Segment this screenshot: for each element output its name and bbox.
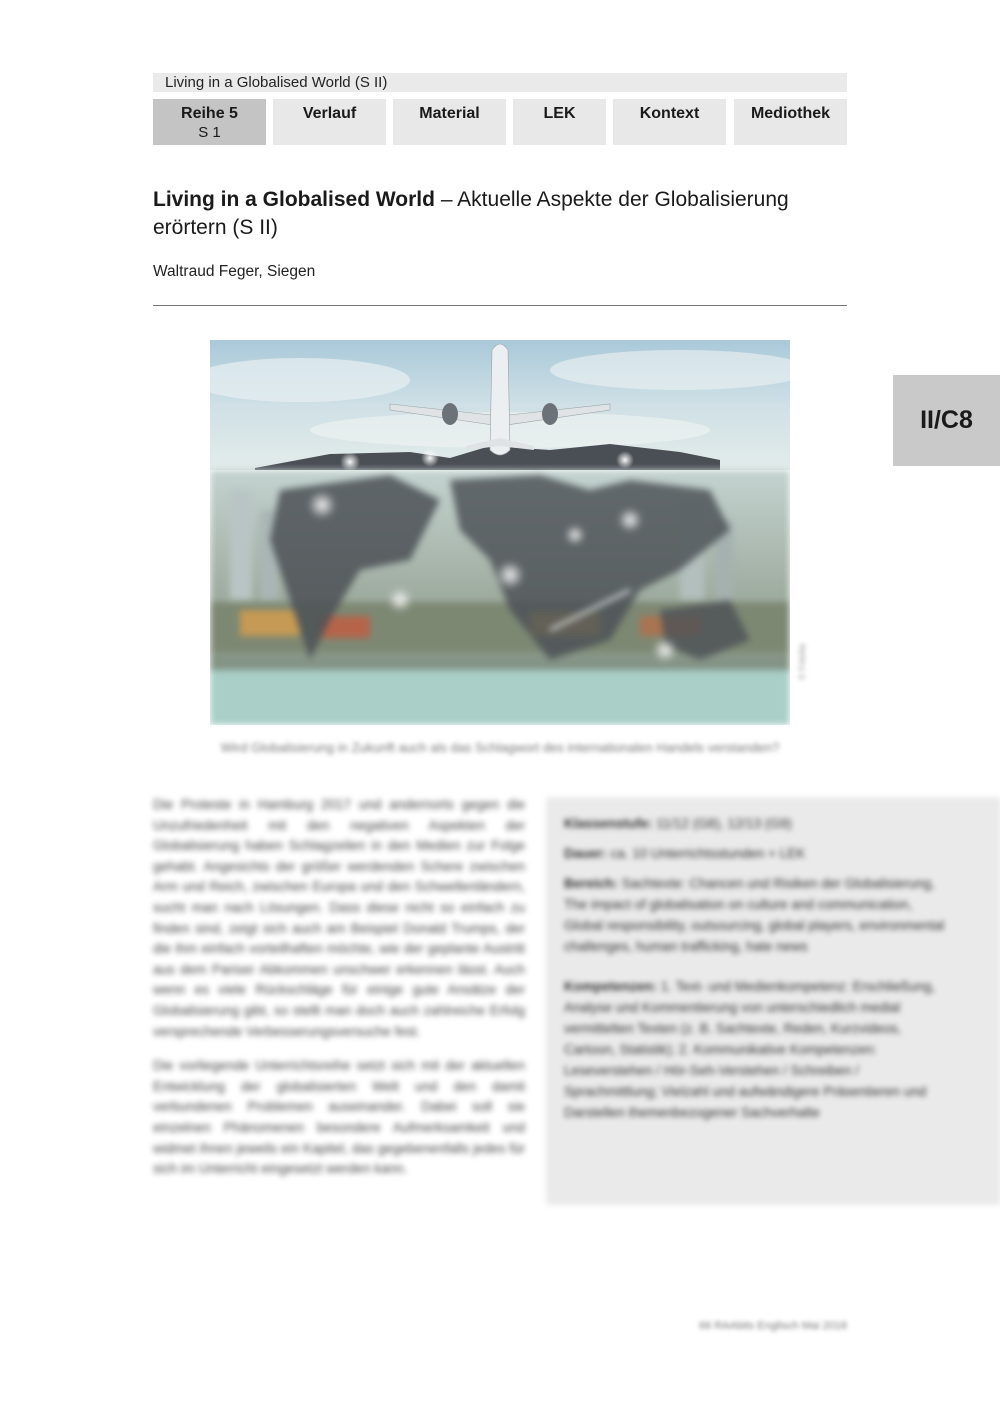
tab-verlauf[interactable] — [273, 99, 386, 145]
tab-kontext-label: Kontext — [639, 105, 700, 122]
divider — [153, 305, 847, 306]
chapter-side-tab: II/C8 — [893, 375, 1000, 466]
info-competences: Kompetenzen: 1. Text- und Medienkompetenz: Erschließung, Analyse und Kommentierung von unterschiedlich medial vermittelten Texten (z. B. Sachtexte, Reden, Kurzvideos, Cartoon, Statistik); 2. Kommunikative Kompetenzen: Leseverstehen / Hör-Seh-Verstehen / Schreiben / Sprachmittlung; Vielzahl und aufwändigere Präsentieren und Darstellen themenbezogener Sachverhalte — [564, 979, 936, 1120]
intro-paragraph: Die vorliegende Unterrichtsreihe setzt sich mit der aktuellen Entwicklung der globalisierten Welt und den damit verbundenen Problemen auseinander. Dabei soll sie einzelnen Phänomenen besondere Aufmerksamkeit und widmet ihnen jeweils ein Kapitel, das gegebenenfalls jedes für sich im Unterricht eingesetzt werden kann. — [153, 1058, 525, 1177]
document-title-rest: – Aktuelle Aspekte der Globalisierung erörtern (S II) — [153, 188, 789, 239]
author: Waltraud Feger, Siegen — [153, 263, 316, 280]
section-tabs — [153, 99, 847, 145]
series-title: Living in a Globalised World (S II) — [165, 74, 388, 91]
page-footer: 66 RAAbits Englisch Mai 2018 — [699, 1320, 847, 1332]
info-grade: Klassenstufe: 11/12 (G8), 12/13 (G9) — [564, 816, 792, 831]
globalisation-photo — [210, 340, 790, 725]
info-duration: Dauer: ca. 10 Unterrichtsstunden + LEK — [564, 846, 806, 861]
tab-material[interactable] — [393, 99, 506, 145]
tab-kontext[interactable] — [613, 99, 726, 145]
tab-reihe[interactable] — [153, 99, 266, 145]
tab-mediothek[interactable] — [734, 99, 847, 145]
tab-lek[interactable] — [513, 99, 606, 145]
series-title-bar — [153, 73, 847, 92]
intro-text — [153, 795, 525, 1194]
document-title — [153, 186, 853, 242]
figure-caption: Wird Globalisierung in Zukunft auch als das Schlagwort des internationalen Handels verstanden? — [220, 740, 780, 755]
info-box — [547, 797, 1000, 1201]
tab-mediothek-label: Mediothek — [750, 105, 831, 122]
document-title-bold: Living in a Globalised World — [153, 188, 435, 211]
tab-material-label: Material — [419, 105, 480, 122]
photo-credit: © Fotolia — [797, 643, 807, 680]
tab-verlauf-label: Verlauf — [302, 105, 357, 122]
tab-reihe-label: Reihe 5 — [181, 105, 238, 122]
info-area: Bereich: Sachtexte: Chancen und Risiken der Globalisierung, The impact of globalisation on culture and communication, Global responsibility, outsourcing, global players, environmental challenges, human trafficking, hate news — [564, 876, 945, 954]
intro-paragraph: Die Proteste in Hamburg 2017 und andernorts gegen die Unzufriedenheit mit den negativen Aspekten der Globalisierung haben Schlagzeilen in den Medien zur Folge gehabt. Angesichts der größer werdenden Schere zwischen Arm und Reich, zwischen Europa und den Schwellenländern, sucht man nach Lösungen. Dass diese nicht so einfach zu finden sind, zeigt sich auch am Beispiel Donald Trumps, der die ihm einfach vorteilhaften möchte, wie der geplante Austritt aus dem Pariser Abkommen unschwer erkennen lässt. Auch wenn es viele Rückschläge für einige gute Ansätze der Globalisierung gibt, so stellt man doch auch zahlreiche Erfolg versprechende Verbesserungsversuche fest. — [153, 797, 525, 1039]
tab-lek-label: LEK — [543, 105, 576, 122]
tab-reihe-page: S 1 — [198, 124, 221, 141]
